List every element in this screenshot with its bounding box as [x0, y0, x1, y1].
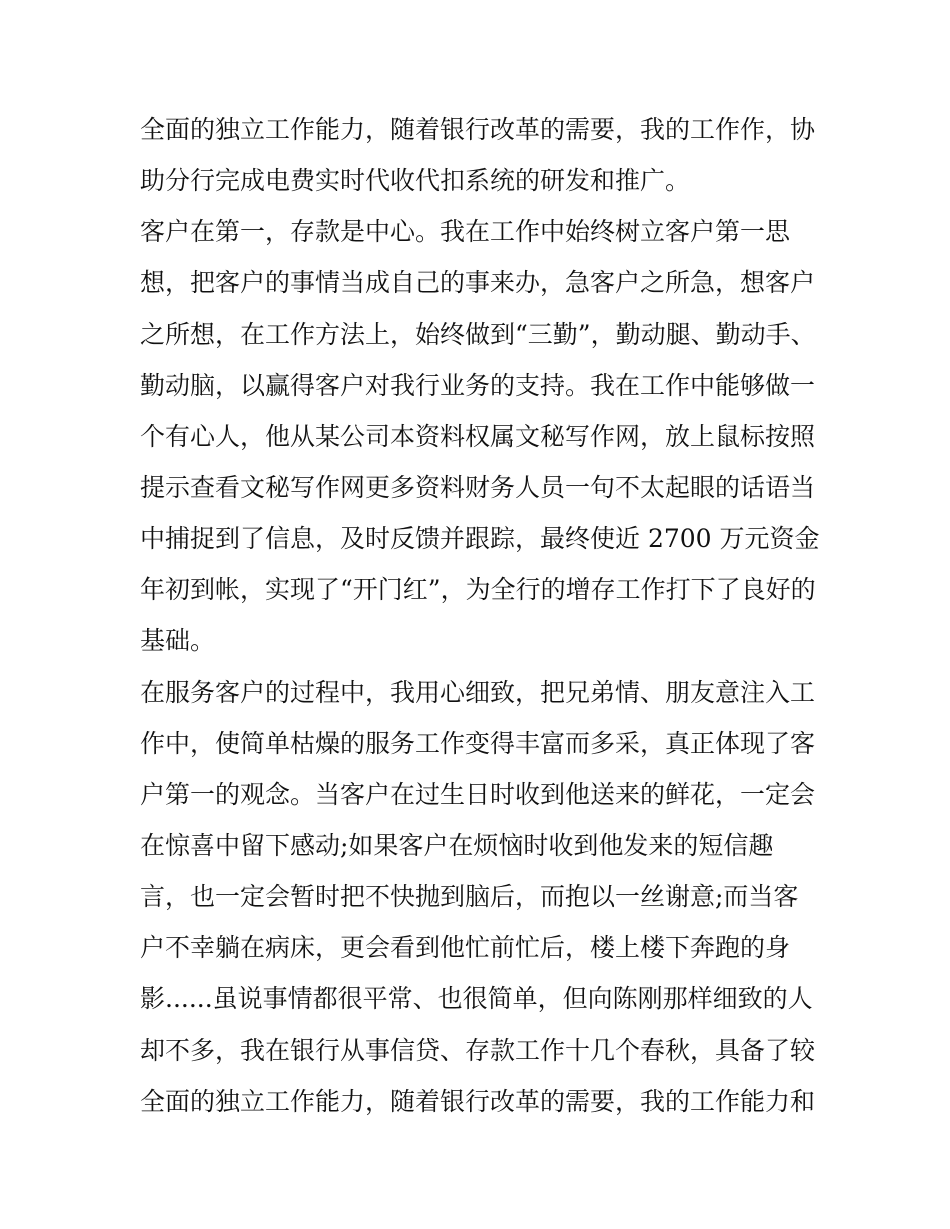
text-line: 言，也一定会暂时把不快抛到脑后，而抱以一丝谢意;而当客	[140, 882, 799, 912]
text-line: 之所想，在工作方法上，始终做到“三勤”，勤动腿、勤动手、	[140, 319, 816, 349]
text-line: 在服务客户的过程中，我用心细致，把兄弟情、朋友意注入工	[140, 677, 816, 707]
document-body	[140, 104, 820, 1127]
text-line: 户第一的观念。当客户在过生日时收到他送来的鲜花，一定会	[140, 779, 816, 809]
text-line: 勤动脑，以赢得客户对我行业务的支持。我在工作中能够做一	[140, 370, 816, 400]
text-line: 户不幸躺在病床，更会看到他忙前忙后，楼上楼下奔跑的身	[140, 933, 791, 963]
text-line: 助分行完成电费实时代收代扣系统的研发和推广。	[140, 166, 691, 196]
text-line: 全面的独立工作能力，随着银行改革的需要，我的工作能力和	[140, 1086, 816, 1116]
text-line: 却不多，我在银行从事信贷、存款工作十几个春秋，具备了较	[140, 1035, 816, 1065]
text-line: 作中，使简单枯燥的服务工作变得丰富而多采，真正体现了客	[140, 728, 816, 758]
text-line: 全面的独立工作能力，随着银行改革的需要，我的工作作，协	[140, 115, 816, 144]
text-line: 中捕捉到了信息，及时反馈并跟踪，最终使近 2700 万元资金	[140, 524, 820, 554]
text-line: 想，把客户的事情当成自己的事来办，急客户之所急，想客户	[140, 268, 816, 298]
text-line: 在惊喜中留下感动;如果客户在烦恼时收到他发来的短信趣	[140, 830, 774, 860]
text-line: 影......虽说事情都很平常、也很简单，但向陈刚那样细致的人	[140, 984, 813, 1014]
text-line: 基础。	[140, 626, 216, 656]
text-line: 年初到帐，实现了“开门红”，为全行的增存工作打下了良好的	[140, 575, 816, 605]
text-line: 客户在第一，存款是中心。我在工作中始终树立客户第一思	[140, 217, 791, 247]
text-line: 提示查看文秘写作网更多资料财务人员一句不太起眼的话语当	[140, 472, 816, 502]
text-line: 个有心人，他从某公司本资料权属文秘写作网，放上鼠标按照	[140, 421, 816, 451]
